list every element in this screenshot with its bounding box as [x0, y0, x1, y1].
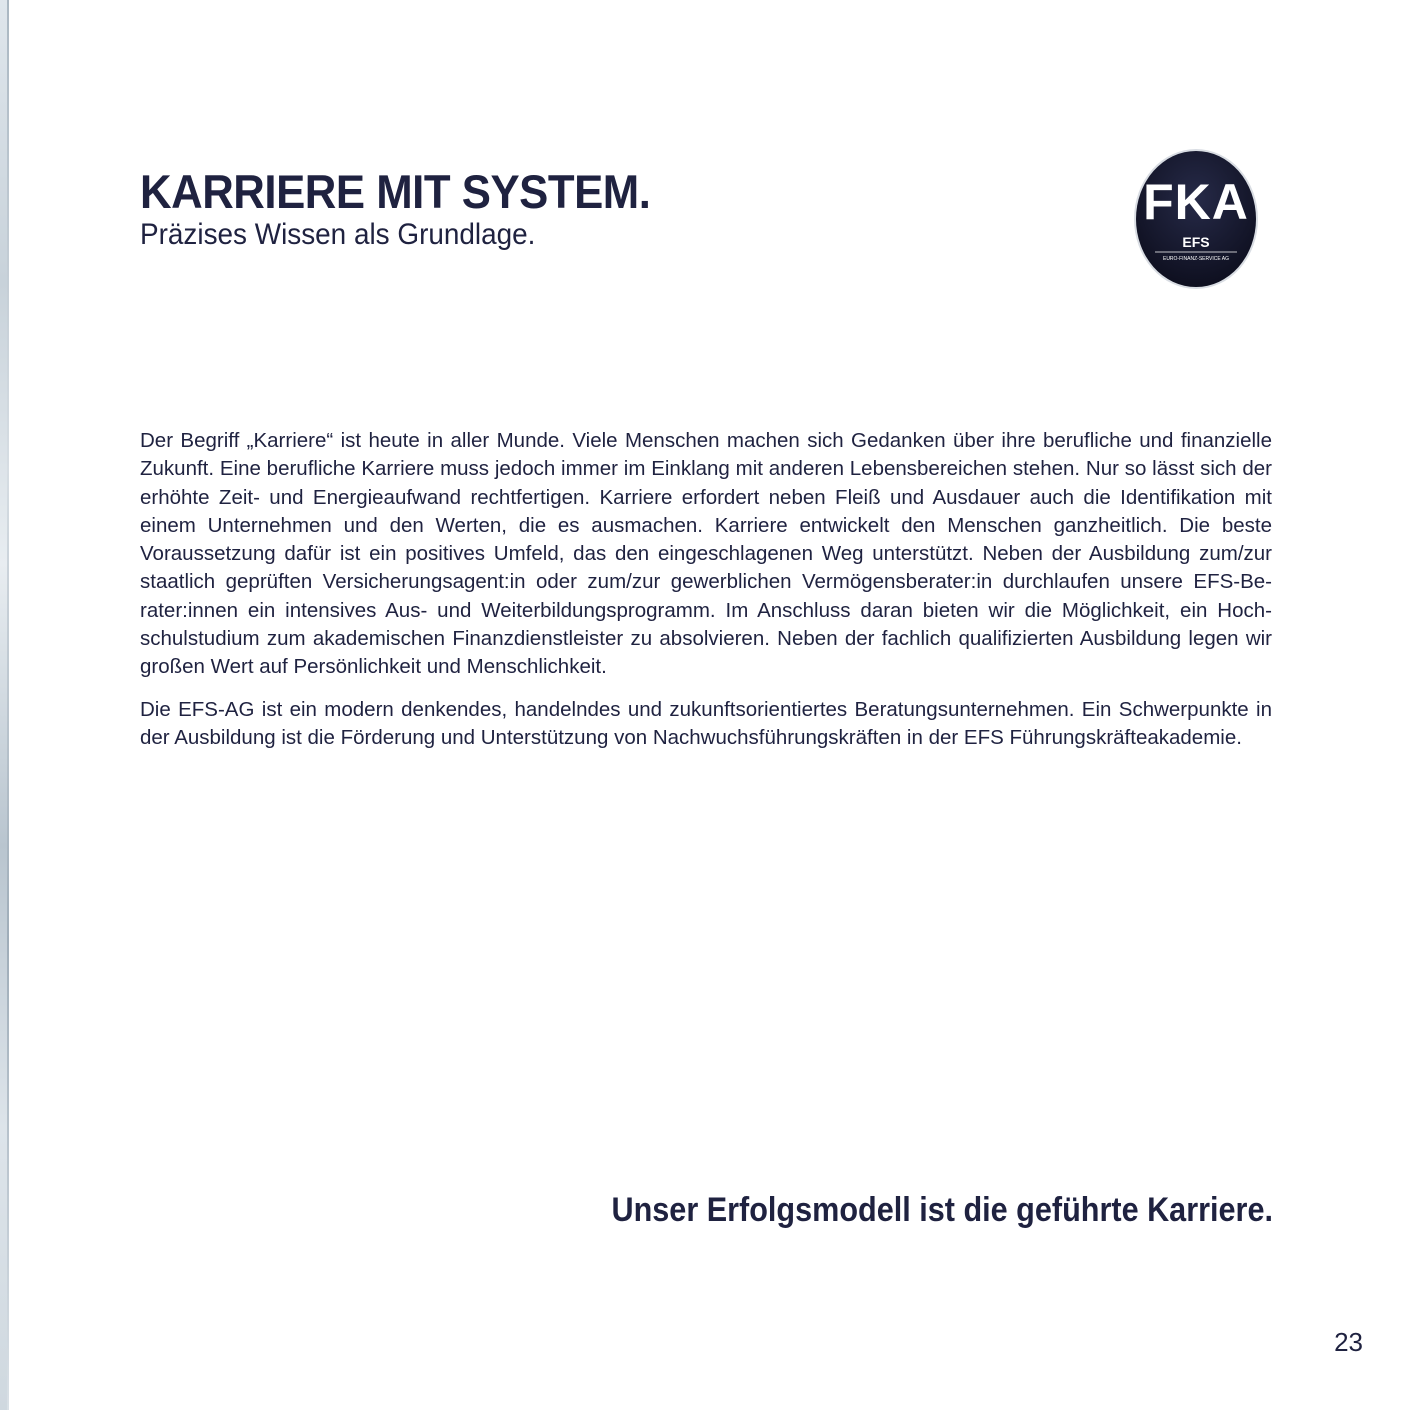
- fka-efs-logo: [1133, 148, 1259, 290]
- page-number: 23: [1334, 1327, 1363, 1357]
- page-edge-decoration: [0, 0, 9, 1410]
- page-title: KARRIERE MIT SYSTEM.: [140, 165, 651, 218]
- page-subtitle: Präzises Wissen als Grundlage.: [140, 218, 536, 251]
- fka-logo-icon: [1133, 148, 1259, 290]
- logo-main-text: FKA: [1143, 174, 1249, 230]
- body-paragraph-2: Die EFS-AG ist ein modern denkendes, handelndes und zukunftsorientiertes Beratungsunternehmen. Ein Schwerpunkte in der Ausbildung ist die Förderung und Unterstützung von Nachwuchsführungskräften in der EFS Führungskräfteakademie.: [140, 697, 1272, 749]
- closing-statement: Unser Erfolgsmodell ist die geführte Karriere.: [611, 1191, 1273, 1229]
- logo-brand-text: EFS: [1182, 234, 1210, 250]
- page-header: [140, 163, 689, 253]
- logo-tagline-text: EURO-FINANZ-SERVICE AG: [1162, 256, 1230, 262]
- body-paragraph-1: Der Begriff „Karriere“ ist heute in aller Munde. Viele Menschen machen sich Gedanken über ihre berufliche und finanzielle Zukunft. Eine berufliche Karriere muss jedoch immer im Einklang mit anderen Lebensbereichen stehen. Nur so lässt sich der erhöhte Zeit- und Energieaufwand rechtfertigen. Karriere erfordert neben Fleiß und Ausdauer auch die Identifikation mit einem Unternehmen und den Werten, die es ausmachen. Karriere entwickelt den Menschen ganzheitlich. Die beste Voraussetzung dafür ist ein positives Umfeld, das den eingeschlagenen Weg unterstützt. Neben der Ausbildung zum/zur staatlich geprüften Versicherungsagent:in oder zum/zur gewerblichen Vermögensberater:in durchlaufen unsere EFS-Berater:innen ein intensives Aus- und Weiterbildungsprogramm. Im Anschluss daran bieten wir die Möglichkeit, ein Hochschulstudium zum akademischen Finanzdienstleister zu absolvieren. Neben der fachlich qualifizierten Ausbildung legen wir großen Wert auf Persönlichkeit und Menschlichkeit.: [140, 429, 1272, 679]
- body-text: [140, 427, 1272, 766]
